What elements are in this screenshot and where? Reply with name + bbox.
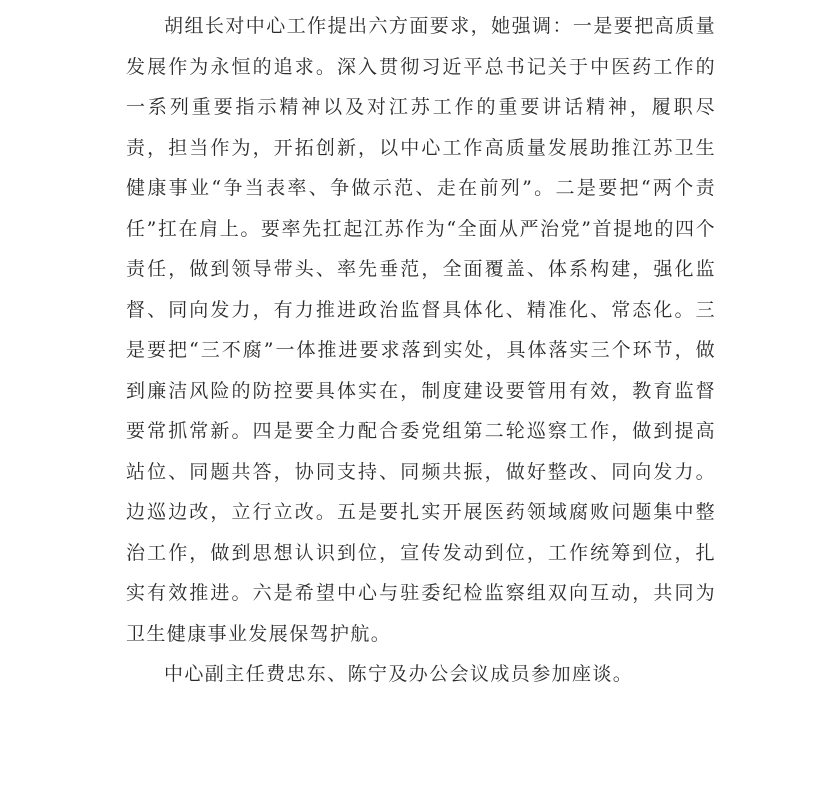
paragraph-requirements: 胡组长对中心工作提出六方面要求，她强调：一是要把高质量发展作为永恒的追求。深入贯彻习近平总书记关于中医药工作的一系列重要指示精神以及对江苏工作的重要讲话精神，履职尽责，担当作为，开拓创新，以中心工作高质量发展助推江苏卫生健康事业“争当表率、争做示范、走在前列”。二是要把“两个责任”扛在肩上。要率先扛起江苏作为“全面从严治党”首提地的四个责任，做到领导带头、率先垂范，全面覆盖、体系构建，强化监督、同向发力，有力推进政治监督具体化、精准化、常态化。三是要把“三不腐”一体推进要求落到实处，具体落实三个环节，做到廉洁风险的防控要具体实在，制度建设要管用有效，教育监督要常抓常新。四是要全力配合委党组第二轮巡察工作，做到提高站位、同题共答，协同支持、同频共振，做好整改、同向发力。边巡边改，立行立改。五是要扎实开展医药领域腐败问题集中整治工作，做到思想认识到位，宣传发动到位，工作统筹到位，扎实有效推进。六是希望中心与驻委纪检监察组双向互动，共同为卫生健康事业发展保驾护航。 <box>126 15 716 645</box>
document-body <box>126 6 716 695</box>
paragraph-attendees: 中心副主任费忠东、陈宁及办公会议成员参加座谈。 <box>164 663 634 685</box>
